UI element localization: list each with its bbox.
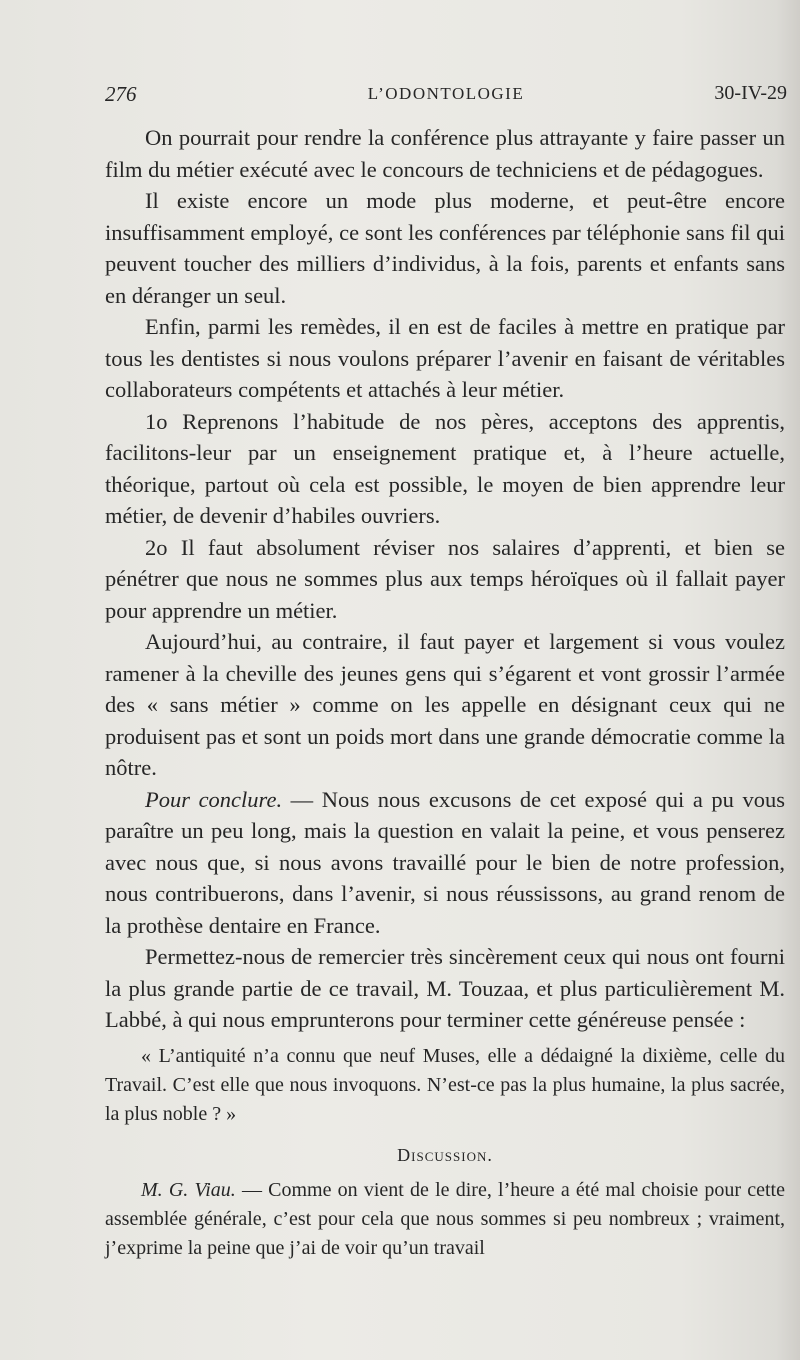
quotation: « L’antiquité n’a connu que neuf Muses, elle a dédaigné la dixième, celle du Travail. C’est elle que nous invoquons. N’est-ce pas la plus humaine, la plus sacrée, la plus noble ? » <box>105 1044 785 1125</box>
discussion-text: — Comme on vient de le dire, l’heure a été mal choisie pour cette assemblée générale, c’est pour cela que nous sommes si peu nombreux ; vraiment, j’exprime la peine que j’ai de voir qu’un travail <box>105 1178 785 1259</box>
discussion-paragraph <box>105 1176 785 1263</box>
page-number: 276 <box>105 82 137 106</box>
paragraph-conclusion <box>105 784 785 942</box>
page-header <box>105 82 787 112</box>
paragraph-salaries: 2o Il faut absolument réviser nos salaires d’apprenti, et bien se pénétrer que nous ne sommes plus aux temps héroïques où il fallait payer pour apprendre un métier. <box>105 534 785 623</box>
paragraph-film: On pourrait pour rendre la conférence plus attrayante y faire passer un film du métier exécuté avec le concours de techniciens et de pédagogues. <box>105 125 785 182</box>
paragraph-apprentices: 1o Reprenons l’habitude de nos pères, acceptons des apprentis, facilitons-leur par un enseignement pratique et, à l’heure actuelle, théorique, partout où cela est possible, le moyen de bien apprendre leur métier, de devenir d’habiles ouvriers. <box>105 408 785 528</box>
paragraph-radio: Il existe encore un mode plus moderne, et peut-être encore insuffisamment employé, ce sont les conférences par téléphonie sans fil qui peuvent toucher des milliers d’individus, à la fois, parents et enfants sans en déranger un seul. <box>105 188 785 308</box>
paragraph-today: Aujourd’hui, au contraire, il faut payer et largement si vous voulez ramener à la cheville des jeunes gens qui s’égarent et vont grossir l’armée des « sans métier » comme on les appelle en désignant ceux qui ne produisent pas et sont un poids mort dans une grande démocratie comme la nôtre. <box>105 629 785 780</box>
paragraph-thanks: Permettez-nous de remercier très sincèrement ceux qui nous ont fourni la plus grande partie de ce travail, M. Touzaa, et plus particulièrement M. Labbé, à qui nous emprunterons pour terminer cette généreuse pensée : <box>105 944 785 1032</box>
discussion-heading: Discussion. <box>397 1144 493 1165</box>
paragraph-remedies: Enfin, parmi les remèdes, il en est de faciles à mettre en pratique par tous les dentistes si nous voulons préparer l’avenir en faisant de véritables collaborateurs compétents et attachés à leur métier. <box>105 314 785 402</box>
conclusion-lead: Pour conclure. <box>145 786 283 812</box>
conclusion-text: — Nous nous excusons de cet exposé qui a pu vous paraître un peu long, mais la question en valait la peine, et vous penserez avec nous que, si nous avons travaillé pour le bien de notre profession, nous contribuerons, dans l’avenir, si nous réussissons, au grand renom de la prothèse dentaire en France. <box>105 786 785 938</box>
discussion-speaker: M. G. Viau. <box>141 1178 236 1201</box>
issue-date: 30-IV-29 <box>714 82 787 104</box>
article-body <box>105 122 785 1263</box>
running-title: L’ODONTOLOGIE <box>367 84 525 103</box>
